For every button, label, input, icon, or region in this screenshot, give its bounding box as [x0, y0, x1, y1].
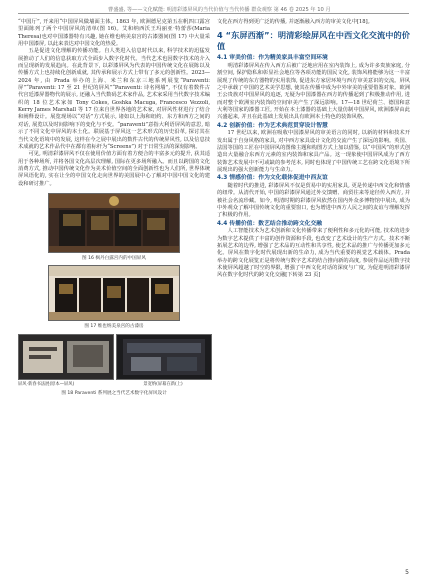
section-4-4-body: 人工智能技术为艺术创新和文化传播带来了便利性和多元化的可能, 技术的进步为数字艺术提供了丰富的创作资源和手段, 也改变了艺术设计的生产方式。技术不断拓展艺术的边界, 增强了艺术品的互动性和共享性, 使艺术品的推广与传播更加多元化。屏风在数字化时代展现出新的生命力, 成为当代重要的视觉艺术载体。Prada 举办的跨文化展览正是将传统与数字艺术的结合推向新的高度, 参展作品运用数字技术使屏风超越了时空的界限, 增强了中西文化对话的深度与广度, 为促进明清彩漆屏风在数字化时代的跨文化交融[下转第 23 页] [217, 228, 410, 279]
figure-18-group [18, 334, 210, 388]
figure-18-left-caption: 屏风·新春书法展(原本—屏风) [18, 381, 75, 387]
figure-16-photo [48, 193, 180, 253]
running-header [0, 0, 427, 15]
figure-16-caption: 图 16 枫丹白露宫内的中国屏风 [82, 255, 146, 261]
figure-18-right-photo [116, 334, 212, 380]
figure-18-caption: 图 18 Paraventi 系列展之当代艺术数字化屏风设计 [61, 390, 167, 396]
section-4-1-heading: 4.1 审美价值：作为精美家具丰富空间环境 [217, 55, 328, 62]
running-title: 曹盛盛, 等——文化赋能: 明清彩漆屏风的当代价值与当代传播 群众观察 第 46 卷 2025 年 10 月 [108, 7, 331, 13]
section-4-3-body: 随着时代的推进, 彩漆屏风不仅是贸易中的实用家具, 更是传递中西文化和情感的纽带。从清代开始, 中国的彩漆屏风通过外交馈赠、商贸往来等途径传入西方, 并被社会名流珍藏。如今, 明清时期的彩漆屏风依然在国内外众多博物馆中展出, 成为中外观众了解中国传统文化的重要窗口, 也为增进中西方人民之间的友谊与理解发挥了积极的作用。 [217, 182, 410, 219]
figure-17-caption: 图 17 维也纳美泉宫的古漆房 [84, 324, 144, 330]
section-4-1-body: 明清彩漆屏风在传入西方后被广泛地应用在室内装饰上, 成为许多贵族家庭, 分割空间, 保护隐私和彰显社会地位等各项功能的国民文化, 装饰风格能够为这一丰富展现了传统的东方器物的实用装饰, 促进东方家居环境与西方审美意识的交流。屏风之中承载了中国的艺术美学思想, 使其在传播中成为中外审美的重要借鉴对象。欧洲王公贵族对中国屏风的追逐, 无疑为中国漆器在西方的传播起到了积极推动作用, 进而对整个欧洲室内装饰的空间审美产生了深远影响。17—18 世纪荷兰、德国和意大利等国家的漆器工匠, 开始在本土漆器的基础上大量仿制中国屏风, 欧洲漆屏由此兴盛起来, 并且在此基础上发展出具有欧洲本土特色的装饰风格。 [217, 62, 410, 121]
right-intro: 文化在西方得到更广泛的传播, 并逐渐融入西方的审美文化中[18]。 [217, 19, 373, 25]
left-column [18, 19, 210, 400]
left-paragraph-3: 可见, 明清彩漆屏风不仅在使用价值方面有着方便合的丰富多元的提升, 获其适用于各种场所, 并将各国文化高层次理解, 国际在更多场所融入。而且以跨国的文化消费方式, 推动中国传统文化作为美术价值空间的全面创新性也为人们所, 世界体统屏风语化的, 实在让全的中国文化走向世界的美国展中心了解对中国中国文化的建设和研讨推广。 [18, 151, 210, 187]
section-4-3-heading: 4.3 情感价值：作为文化载体促进中西友谊 [217, 175, 328, 182]
right-column [217, 19, 410, 280]
figure-17-photo [48, 265, 180, 321]
left-paragraph-1: “中国厅”, 开来用“中国屏风做墙面主体。1863 年, 欧洲德尼克第五在帆四口露宫里面陈列了两个中国屏风的清单(图 16)。艾和纳西沃王玛丽亚·特蕾莎(Maria Theresa)也对中国漆器特有兴趣, 她在维也纳美泉宫的古漆器间(图 17) 中大量采用中国漆屏, 以此来表达对中国文化的热爱。 [18, 19, 210, 48]
section-4-heading: 4 “东屏西渐”：明清彩绘屏风在中西文化交流中的价值 [217, 30, 410, 52]
header-divider [18, 13, 409, 14]
section-4-4-heading: 4.4 传播价值：数艺结合推动跨文化交融 [217, 220, 323, 227]
figure-18-left-photo [18, 334, 114, 380]
section-4-2-heading: 4.2 创新价值：作为艺术典范贯穿设计智慧 [217, 122, 328, 129]
figure-18-right-caption: 景宽纳(屏幕在新(上) [143, 381, 183, 387]
left-paragraph-2: 五是促进文化理解的传播功能。自人类进入信息时代以来, 科学技术的迅猛发展推动了人们的信息获取方式全面步入数字化时代。当代艺术也因数字技术的介入而呈现新的发展趋向。在此背景下, 以彩漆屏风为代表的中国传统文化在展陈以及传播方式上也持续化创新成就, 其传承和展示方式上带有了多元的创新性。2023—2024 年, 由 Prada 举办的上海、米兰和东京三地系列展览“Paraventi: 屏”“Paraventi: 17 至 21 世纪的屏风”“Paraventi: 诗名网墙”, 不仅有着数件古代宫廷漆屏器物代的展示, 还融入当代数码艺术家作品, 艺术家采用当代数字技术编织的 18 位艺术家如 Tony Cokes, Goshka Macuga, Francesco Vezzoli, Kerry James Marshall 等 17 位来自世界各地的艺术家, 对屏风性材进行了结合和阐释设计。展览现场以“对话”方式展示, 诸如以上海和纽约、东方和西方之间的对话, 展览以及时间影响下的变化与不变。“paraventi”意指大利语屏风的意思, 暗示了不同文化中屏风的本土化。联展基于屏风这一艺术形式的历史沿革, 探讨其在当代文化语境中的发展, 这样在今之展中展出的数件古代的传统屏风性, 以及信息技术成就的艺术作品代中在都有着标杆为“Screens”) 对于日常生活的深刻影响。 [18, 48, 210, 150]
section-4-2-body: 17 世纪以来, 欧洲在吸收中国漆屏风的审美语言的同时, 以新的材料和技术开发出属于自身风格的家具, 对中西方家具设计文化的交流产生了深远的影响。英国、法国等国的工匠在中国屏风的图像主题和构图方式上加以借鉴, 以“中国风”的形式创造出大量融合东西方元素的室内装饰和家具产品。这一现象使中国屏风成为了西方装饰艺术发展中不可或缺的参考范本, 同时也体现了中国传统工艺在跨文化语境下所展现出的强大创新能力与生命力。 [217, 130, 410, 173]
page-number: 5 [405, 569, 409, 576]
